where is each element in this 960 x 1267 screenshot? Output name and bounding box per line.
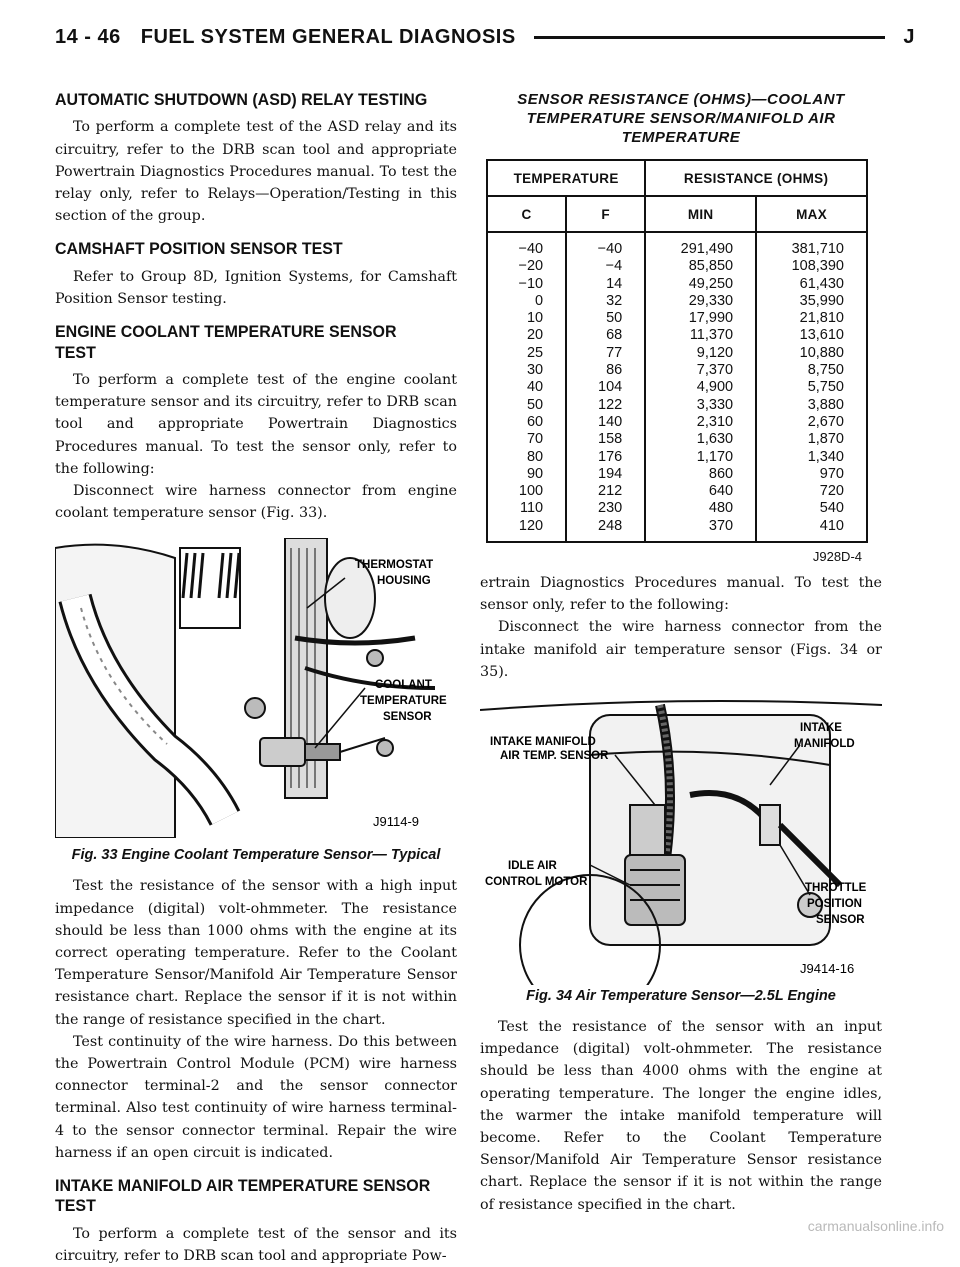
cell-max: 410 xyxy=(756,518,867,542)
cell-max: 381,710 xyxy=(756,232,867,258)
cell-min: 370 xyxy=(645,518,756,542)
cam-heading: CAMSHAFT POSITION SENSOR TEST xyxy=(55,239,343,259)
cell-max: 720 xyxy=(756,483,867,500)
cell-max: 5,750 xyxy=(756,379,867,396)
th-resistance: RESISTANCE (OHMS) xyxy=(645,160,867,196)
cell-max: 8,750 xyxy=(756,362,867,379)
fig33-label-temperature: TEMPERATURE xyxy=(360,695,447,708)
cell-min: 291,490 xyxy=(645,232,756,258)
page-header xyxy=(55,20,915,54)
fig34-caption: Fig. 34 Air Temperature Sensor—2.5L Engine xyxy=(526,988,836,1005)
table-row xyxy=(487,431,867,448)
cell-max: 3,880 xyxy=(756,397,867,414)
fig33-label-coolant: COOLANT xyxy=(375,679,432,692)
cell-c: 110 xyxy=(487,500,566,517)
th-fahrenheit: F xyxy=(566,196,645,232)
fig34-illustration xyxy=(480,695,882,985)
cell-max: 10,880 xyxy=(756,345,867,362)
cell-max: 540 xyxy=(756,500,867,517)
resistance-table-body xyxy=(487,232,867,542)
cell-min: 1,630 xyxy=(645,431,756,448)
cell-f: 230 xyxy=(566,500,645,517)
section-title: FUEL SYSTEM GENERAL DIAGNOSIS xyxy=(140,25,516,48)
cell-c: 60 xyxy=(487,414,566,431)
cell-f: −40 xyxy=(566,232,645,258)
table-row xyxy=(487,500,867,517)
cell-min: 640 xyxy=(645,483,756,500)
cell-max: 2,670 xyxy=(756,414,867,431)
ect-heading: ENGINE COOLANT TEMPERATURE SENSOR TEST xyxy=(55,322,397,362)
table-row xyxy=(487,232,867,258)
fig34-label-im-2: MANIFOLD xyxy=(794,738,855,751)
fig34-label-iat-1: INTAKE MANIFOLD xyxy=(490,736,596,749)
cell-min: 480 xyxy=(645,500,756,517)
page-number: 14 - 46 xyxy=(55,25,121,48)
cell-c: 80 xyxy=(487,449,566,466)
iat-paragraph-4: Test the resistance of the sensor with an input impedance (digital) volt-ohmmeter. The resistance should be less than 4000 ohms with the engine at operating temperature. The longer the engine idles, the warmer the intake manifold temperature will become. Refer to the Coolant Temperature Sensor/Manifold Air Temperature Sensor resistance chart. Replace the sensor if it is not within the range of resistance specified in the chart. xyxy=(480,1019,882,1213)
fig33-illustration xyxy=(55,538,457,838)
cell-c: 10 xyxy=(487,310,566,327)
cell-f: 14 xyxy=(566,276,645,293)
cell-c: −40 xyxy=(487,232,566,258)
cell-max: 61,430 xyxy=(756,276,867,293)
cell-c: 25 xyxy=(487,345,566,362)
cell-f: 194 xyxy=(566,466,645,483)
cell-c: 50 xyxy=(487,397,566,414)
table-row xyxy=(487,397,867,414)
cell-c: 20 xyxy=(487,327,566,344)
fig34-label-tps-1: THROTTLE xyxy=(805,882,867,895)
th-max: MAX xyxy=(756,196,867,232)
cell-f: 140 xyxy=(566,414,645,431)
cell-min: 11,370 xyxy=(645,327,756,344)
cell-min: 4,900 xyxy=(645,379,756,396)
cell-max: 35,990 xyxy=(756,293,867,310)
cell-min: 85,850 xyxy=(645,258,756,275)
table-row xyxy=(487,518,867,542)
cell-f: 176 xyxy=(566,449,645,466)
fig33-id: J9114-9 xyxy=(373,814,420,830)
cell-min: 860 xyxy=(645,466,756,483)
table-row xyxy=(487,258,867,275)
cell-max: 970 xyxy=(756,466,867,483)
cell-min: 1,170 xyxy=(645,449,756,466)
edition-mark: J xyxy=(903,25,915,48)
cell-max: 1,870 xyxy=(756,431,867,448)
fig34-label-tps-3: SENSOR xyxy=(816,914,865,927)
cell-min: 29,330 xyxy=(645,293,756,310)
table-row xyxy=(487,483,867,500)
cell-c: 30 xyxy=(487,362,566,379)
resistance-table xyxy=(486,159,868,543)
cell-min: 9,120 xyxy=(645,345,756,362)
table-row xyxy=(487,276,867,293)
cell-f: 104 xyxy=(566,379,645,396)
cell-c: 0 xyxy=(487,293,566,310)
cell-c: −20 xyxy=(487,258,566,275)
cell-c: 70 xyxy=(487,431,566,448)
fig34-label-iat-2: AIR TEMP. SENSOR xyxy=(500,750,609,763)
th-celsius: C xyxy=(487,196,566,232)
table-row xyxy=(487,345,867,362)
cell-c: 100 xyxy=(487,483,566,500)
cell-f: 32 xyxy=(566,293,645,310)
cell-c: 120 xyxy=(487,518,566,542)
resistance-table-title: SENSOR RESISTANCE (OHMS)—COOLANT TEMPERATURE SENSOR/MANIFOLD AIR TEMPERATURE xyxy=(517,91,845,146)
table-row xyxy=(487,414,867,431)
table-row xyxy=(487,466,867,483)
cell-f: 77 xyxy=(566,345,645,362)
cell-f: 212 xyxy=(566,483,645,500)
cell-max: 21,810 xyxy=(756,310,867,327)
ect-paragraph-3: Test the resistance of the sensor with a high input impedance (digital) volt-ohmmeter. The resistance should be less than 1000 ohms with the engine at its correct operating temperature. Refer to the Coolant Temperature Sensor/Manifold Air Temperature Sensor resistance chart. Replace the sensor if it is not within the range of resistance specified in the chart. xyxy=(55,878,457,1028)
table-row xyxy=(487,449,867,466)
fig33-caption: Fig. 33 Engine Coolant Temperature Sensor— Typical xyxy=(71,847,441,864)
cell-max: 1,340 xyxy=(756,449,867,466)
cell-min: 3,330 xyxy=(645,397,756,414)
cell-f: 50 xyxy=(566,310,645,327)
fig34-label-im-1: INTAKE xyxy=(800,722,842,735)
fig33-label-housing: HOUSING xyxy=(377,575,431,588)
cell-f: 86 xyxy=(566,362,645,379)
left-column xyxy=(55,90,457,1267)
iat-paragraph-3: Disconnect the wire harness connector from the intake manifold air temperature sensor (Figs. 34 or 35). xyxy=(480,619,882,680)
cell-f: −4 xyxy=(566,258,645,275)
table-row xyxy=(487,327,867,344)
ect-paragraph-4: Test continuity of the wire harness. Do this between the Powertrain Control Module (PCM) wire harness connector terminal-2 and the sensor connector terminal. Also test continuity of wire harness terminal-4 to the sensor connector terminal. Repair the wire harness if an open circuit is indicated. xyxy=(55,1033,457,1161)
right-column xyxy=(480,90,882,1216)
cell-min: 2,310 xyxy=(645,414,756,431)
watermark: carmanualsonline.info xyxy=(807,1218,944,1234)
header-rule xyxy=(534,36,886,39)
ect-paragraph-2: Disconnect wire harness connector from engine coolant temperature sensor (Fig. 33). xyxy=(55,483,457,522)
cell-f: 68 xyxy=(566,327,645,344)
table-row xyxy=(487,362,867,379)
fig34-label-iac-1: IDLE AIR xyxy=(508,860,557,873)
cell-c: 40 xyxy=(487,379,566,396)
iat-paragraph-1: To perform a complete test of the sensor and its circuitry, refer to DRB scan tool and appropriate Pow- xyxy=(55,1225,457,1265)
cell-min: 7,370 xyxy=(645,362,756,379)
fig33-label-thermostat: THERMOSTAT xyxy=(355,559,434,572)
fig33-label-sensor: SENSOR xyxy=(383,711,432,724)
table-row xyxy=(487,310,867,327)
cell-f: 122 xyxy=(566,397,645,414)
th-min: MIN xyxy=(645,196,756,232)
asd-paragraph: To perform a complete test of the ASD relay and its circuitry, refer to the DRB scan tool and appropriate Powertrain Diagnostics Procedures manual. To test the relay only, refer to Relays—Operation/Testing in this section of the group. xyxy=(55,119,457,225)
fig34-label-iac-2: CONTROL MOTOR xyxy=(485,876,588,889)
th-temperature: TEMPERATURE xyxy=(487,160,645,196)
cell-c: −10 xyxy=(487,276,566,293)
asd-heading: AUTOMATIC SHUTDOWN (ASD) RELAY TESTING xyxy=(55,90,428,109)
iat-paragraph-2: ertrain Diagnostics Procedures manual. To test the sensor only, refer to the following: xyxy=(480,575,882,614)
cell-c: 90 xyxy=(487,466,566,483)
cell-max: 13,610 xyxy=(756,327,867,344)
table-figure-id: J928D-4 xyxy=(812,549,862,565)
ect-paragraph-1: To perform a complete test of the engine coolant temperature sensor and its circuitry, refer to DRB scan tool and appropriate Powertrain Diagnostics Procedures manual. To test the sensor only, refer to the following: xyxy=(55,371,457,477)
cell-f: 158 xyxy=(566,431,645,448)
table-row xyxy=(487,379,867,396)
fig34-label-tps-2: POSITION xyxy=(807,898,862,911)
fig34-id: J9414-16 xyxy=(800,961,855,977)
cell-min: 17,990 xyxy=(645,310,756,327)
cell-min: 49,250 xyxy=(645,276,756,293)
iat-heading: INTAKE MANIFOLD AIR TEMPERATURE SENSOR TEST xyxy=(55,1176,431,1216)
cell-f: 248 xyxy=(566,518,645,542)
cell-max: 108,390 xyxy=(756,258,867,275)
cam-paragraph: Refer to Group 8D, Ignition Systems, for Camshaft Position Sensor testing. xyxy=(55,268,457,307)
table-row xyxy=(487,293,867,310)
